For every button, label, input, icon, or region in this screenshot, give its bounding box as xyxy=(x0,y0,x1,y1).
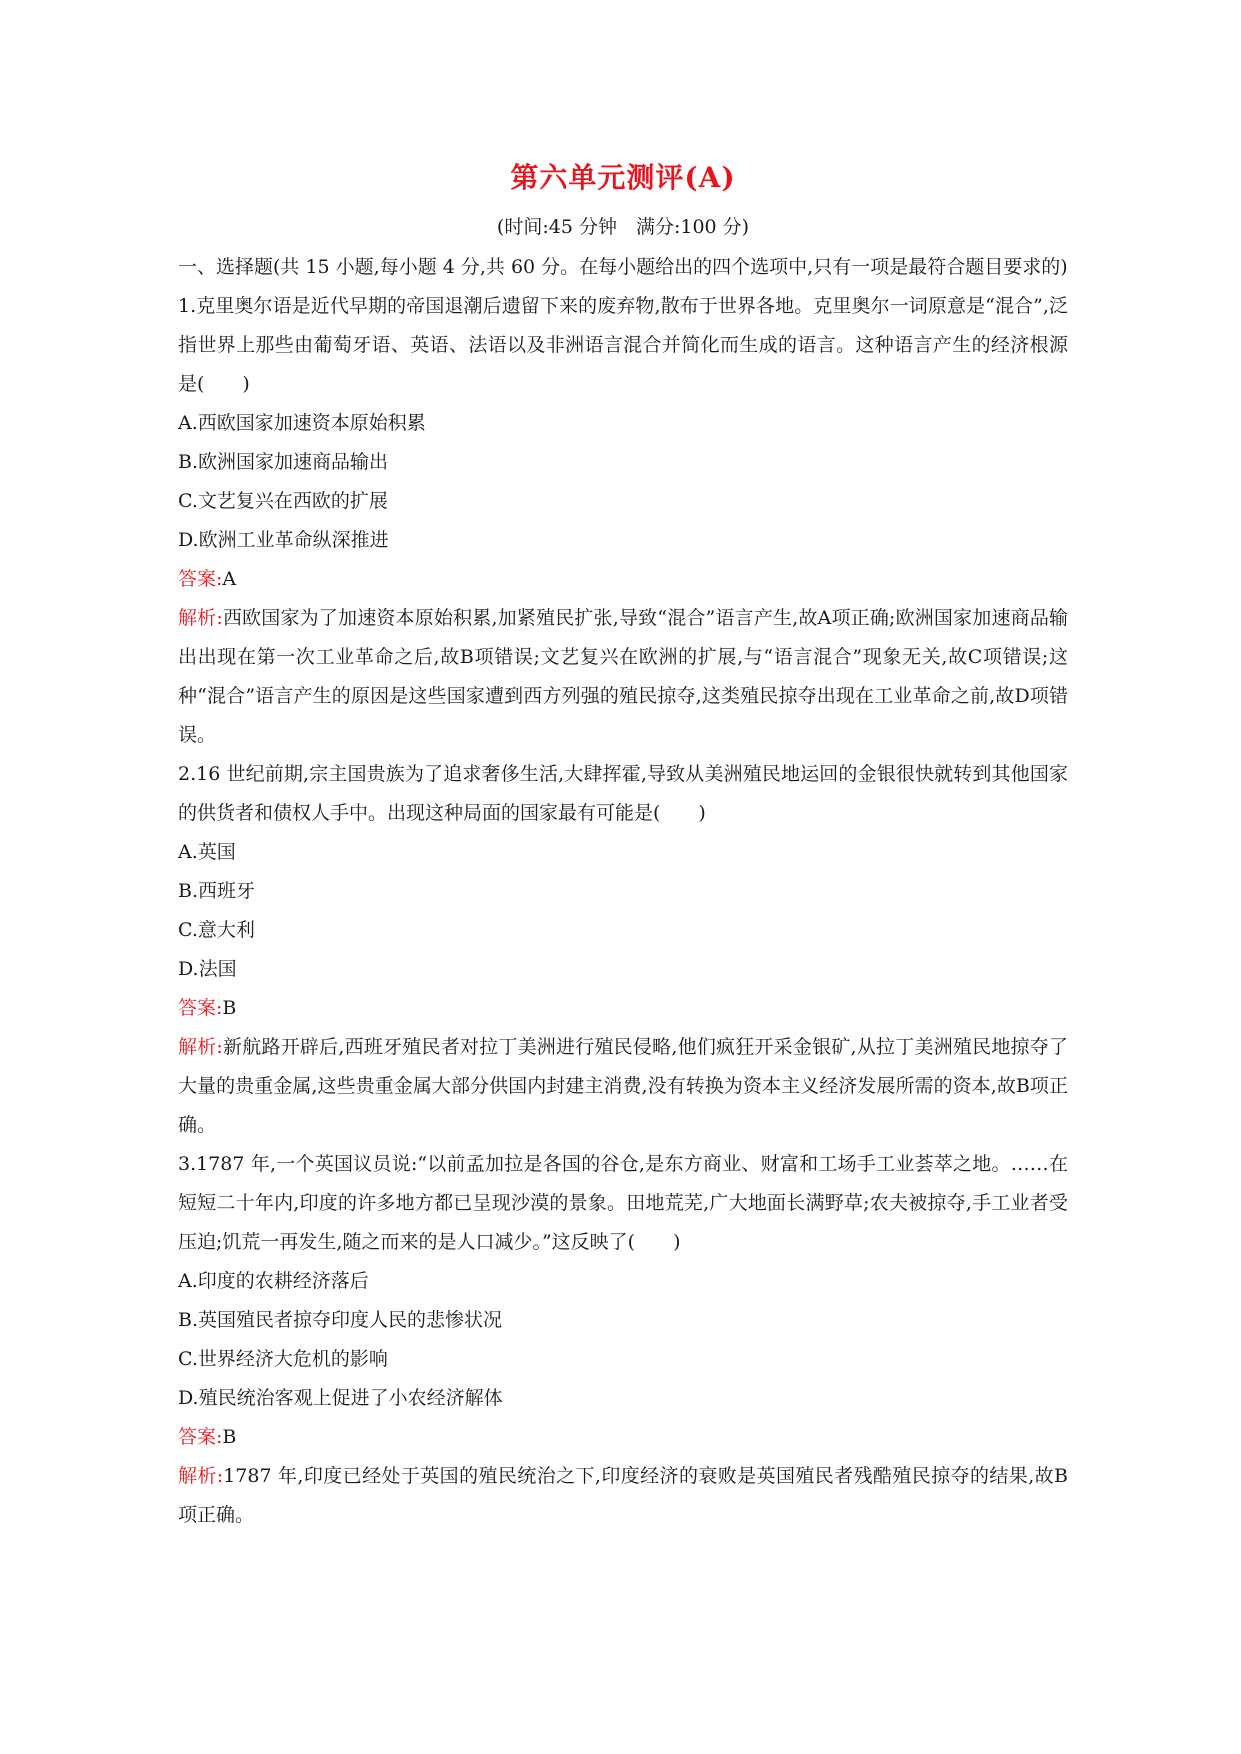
analysis-paragraph xyxy=(178,1028,1068,1145)
answer-value: B xyxy=(222,997,237,1019)
analysis-text: 1787 年,印度已经处于英国的殖民统治之下,印度经济的衰败是英国殖民者残酷殖民掠夺的结果,故B项正确。 xyxy=(178,1465,1068,1526)
analysis-paragraph xyxy=(178,1457,1068,1535)
question-stem: 2.16 世纪前期,宗主国贵族为了追求奢侈生活,大肆挥霍,导致从美洲殖民地运回的金银很快就转到其他国家的供货者和债权人手中。出现这种局面的国家最有可能是( ) xyxy=(178,763,1068,824)
option-a: A.西欧国家加速资本原始积累 xyxy=(178,412,426,434)
analysis-paragraph xyxy=(178,599,1068,755)
option-b: B.欧洲国家加速商品输出 xyxy=(178,451,389,473)
answer-label: 答案: xyxy=(178,997,223,1019)
exam-info: (时间:45 分钟 满分:100 分) xyxy=(496,216,750,238)
analysis-label: 解析: xyxy=(178,1465,224,1487)
option-a: A.英国 xyxy=(178,841,236,863)
question-block xyxy=(178,287,1068,755)
answer-value: A xyxy=(222,568,237,590)
answer-label: 答案: xyxy=(178,568,223,590)
question-stem: 3.1787 年,一个英国议员说:“以前孟加拉是各国的谷仓,是东方商业、财富和工场手工业荟萃之地。……在短短二十年内,印度的许多地方都已呈现沙漠的景象。田地荒芜,广大地面长满野草;农夫被掠夺,手工业者受压迫;饥荒一再发生,随之而来的是人口减少。”这反映了( ) xyxy=(178,1153,1068,1253)
option-c: C.文艺复兴在西欧的扩展 xyxy=(178,490,388,512)
option-a: A.印度的农耕经济落后 xyxy=(178,1270,369,1292)
answer-line xyxy=(178,1418,1068,1457)
page-title: 第六单元测评(A) xyxy=(510,161,736,194)
analysis-text: 新航路开辟后,西班牙殖民者对拉丁美洲进行殖民侵略,他们疯狂开采金银矿,从拉丁美洲殖民地掠夺了大量的贵重金属,这些贵重金属大部分供国内封建主消费,没有转换为资本主义经济发展所需的资本,故B项正确。 xyxy=(178,1036,1068,1136)
option-d: D.欧洲工业革命纵深推进 xyxy=(178,529,389,551)
answer-line xyxy=(178,560,1068,599)
question-stem: 1.克里奥尔语是近代早期的帝国退潮后遗留下来的废弃物,散布于世界各地。克里奥尔一词原意是“混合”,泛指世界上那些由葡萄牙语、英语、法语以及非洲语言混合并简化而生成的语言。这种语言产生的经济根源是( ) xyxy=(178,295,1068,395)
section-header: 一、选择题(共 15 小题,每小题 4 分,共 60 分。在每小题给出的四个选项中,只有一项是最符合题目要求的) xyxy=(178,256,1068,278)
answer-label: 答案: xyxy=(178,1426,223,1448)
analysis-label: 解析: xyxy=(178,1036,223,1058)
question-block xyxy=(178,1145,1068,1535)
option-d: D.殖民统治客观上促进了小农经济解体 xyxy=(178,1387,503,1409)
answer-value: B xyxy=(222,1426,237,1448)
option-c: C.世界经济大危机的影响 xyxy=(178,1348,388,1370)
option-b: B.西班牙 xyxy=(178,880,256,902)
option-b: B.英国殖民者掠夺印度人民的悲惨状况 xyxy=(178,1309,503,1331)
analysis-text: 西欧国家为了加速资本原始积累,加紧殖民扩张,导致“混合”语言产生,故A项正确;欧洲国家加速商品输出出现在第一次工业革命之后,故B项错误;文艺复兴在欧洲的扩展,与“语言混合”现象无关,故C项错误;这种“混合”语言产生的原因是这些国家遭到西方列强的殖民掠夺,这类殖民掠夺出现在工业革命之前,故D项错误。 xyxy=(178,607,1069,746)
analysis-label: 解析: xyxy=(178,607,223,629)
option-c: C.意大利 xyxy=(178,919,255,941)
question-block xyxy=(178,755,1068,1145)
option-d: D.法国 xyxy=(178,958,237,980)
answer-line xyxy=(178,989,1068,1028)
document-page xyxy=(178,158,1068,1535)
